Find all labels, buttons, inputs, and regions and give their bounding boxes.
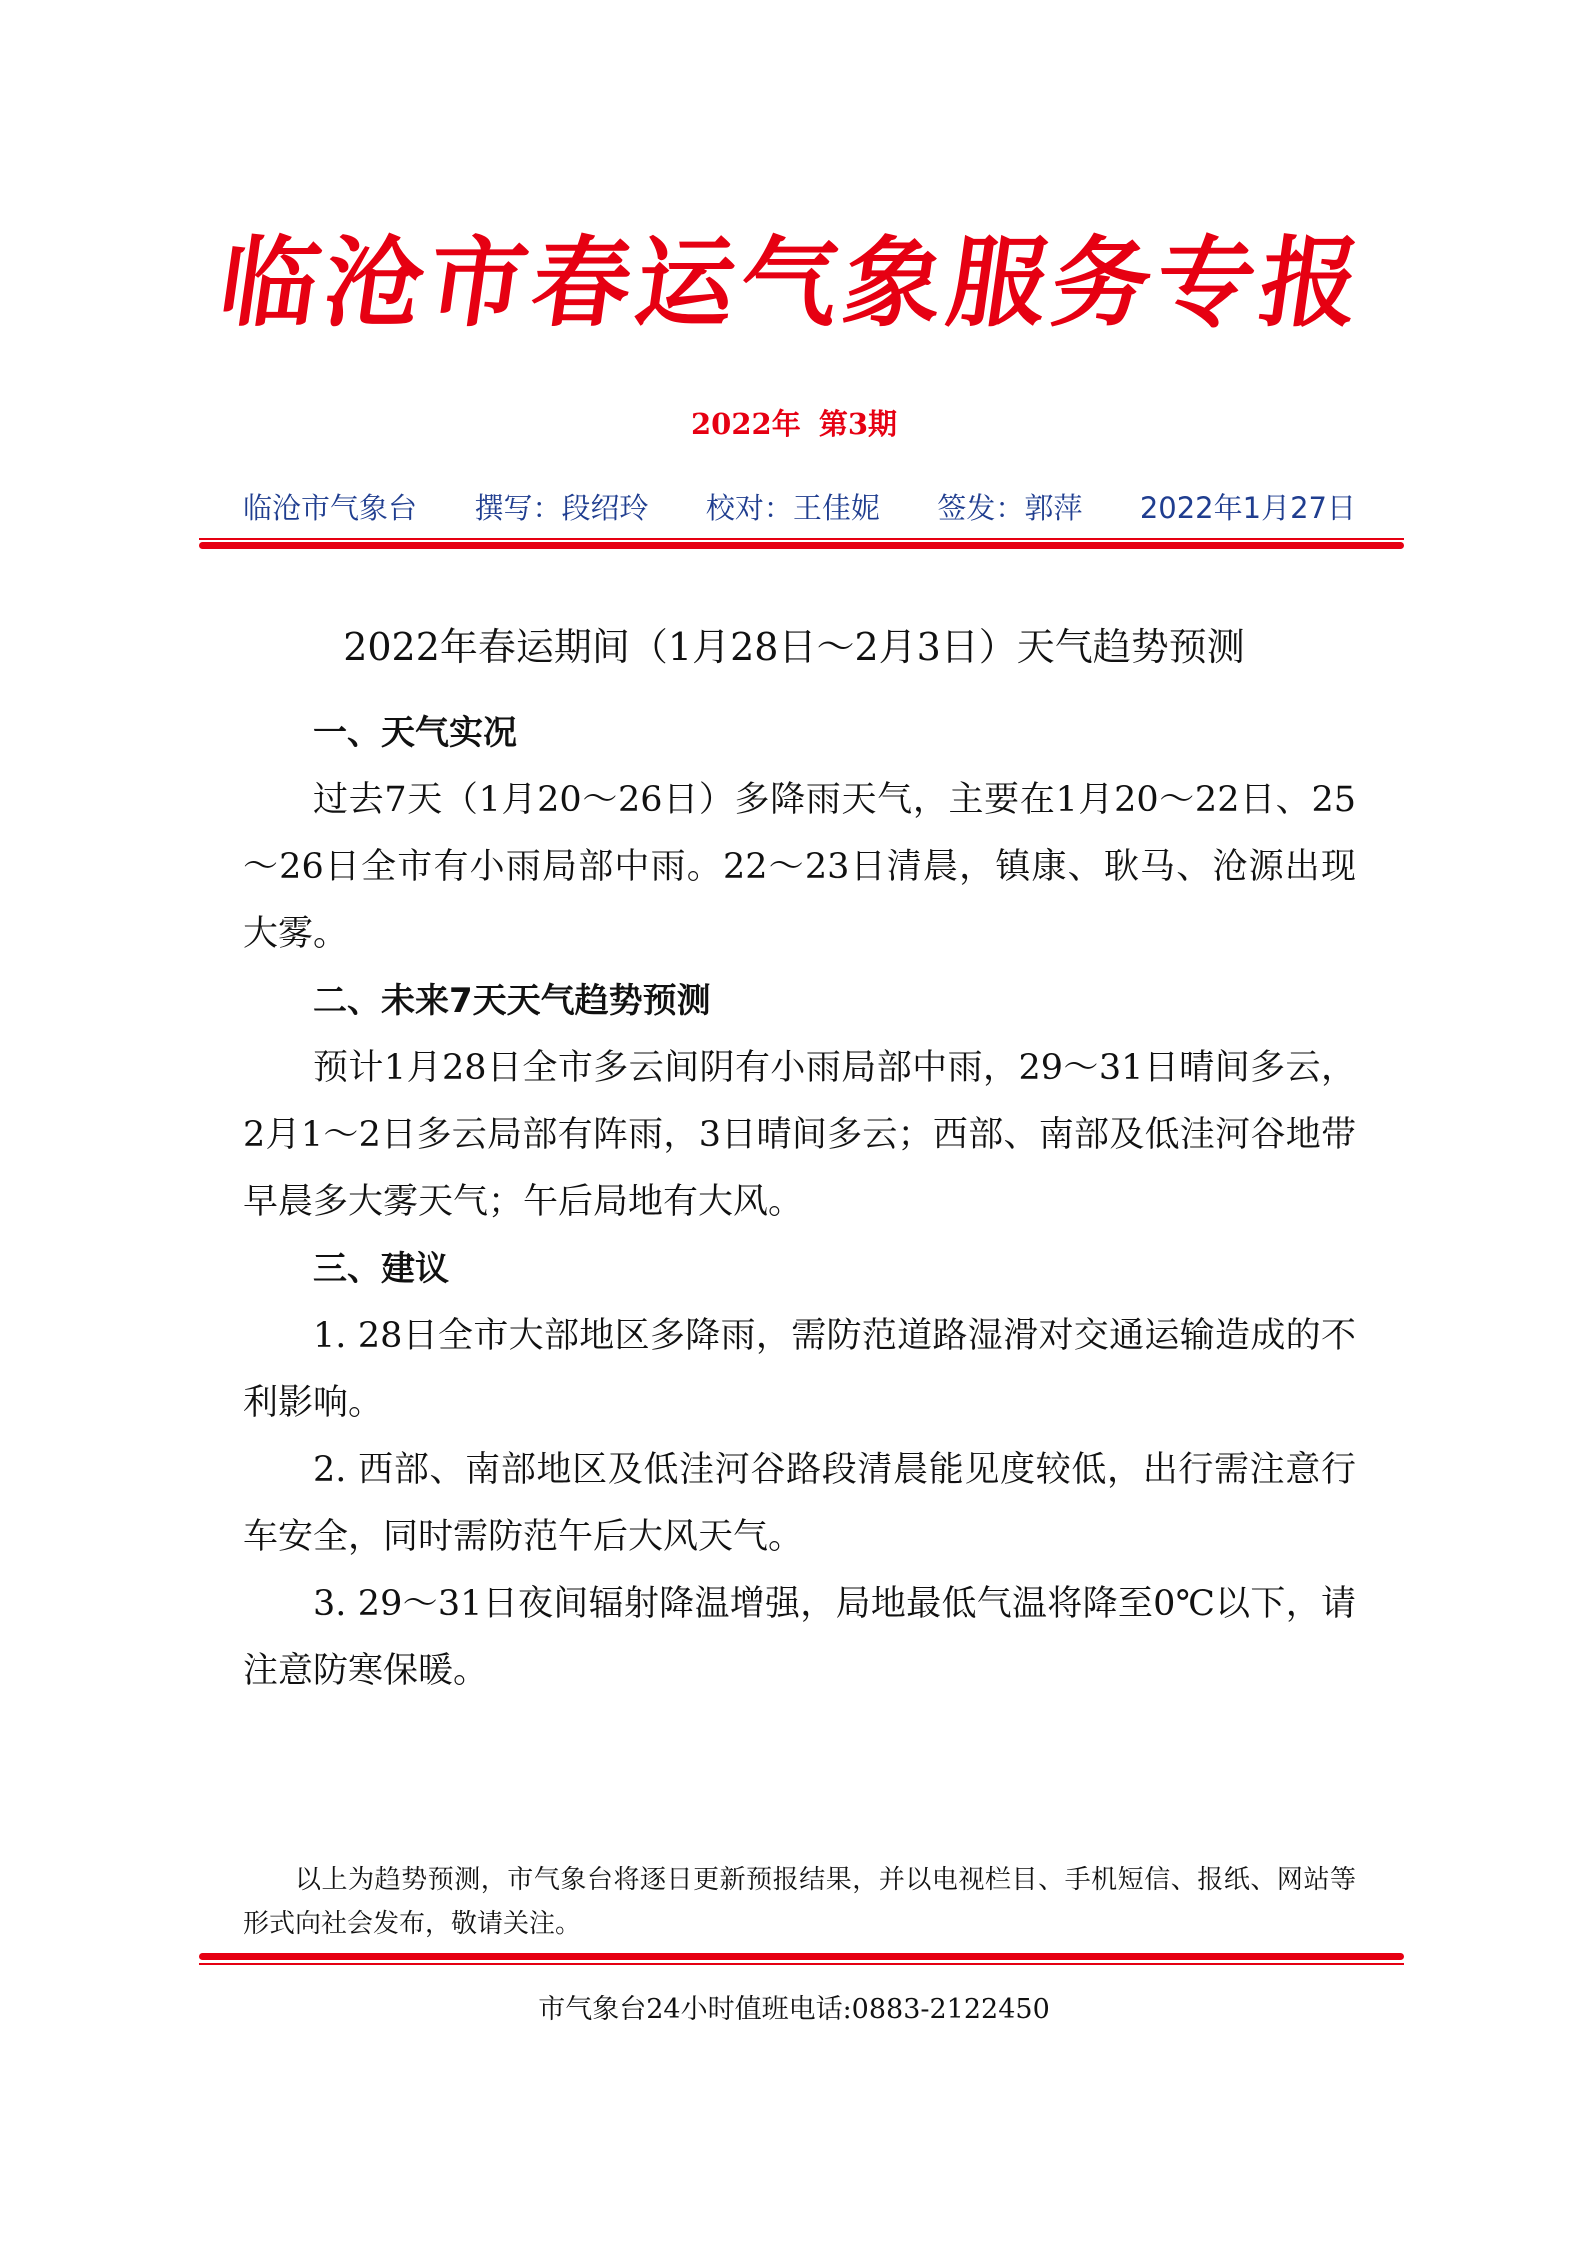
byline-proofreader: 校对：王佳妮 bbox=[705, 491, 880, 525]
header-divider-thick bbox=[199, 542, 1404, 549]
duty-hotline: 市气象台24小时值班电话:0883-2122450 bbox=[538, 1994, 1050, 2025]
section-heading: 二、未来7天天气趋势预测 bbox=[313, 981, 711, 1021]
footer-note: 以上为趋势预测，市气象台将逐日更新预报结果，并以电视栏目、手机短信、报纸、网站等形式向社会发布，敬请关注。 bbox=[243, 1865, 1356, 1939]
byline-date: 2022年1月27日 bbox=[1139, 491, 1356, 525]
section-paragraph: 3. 29～31日夜间辐射降温增强，局地最低气温将降至0℃以下，请注意防寒保暖。 bbox=[243, 1584, 1356, 1691]
byline-issuer: 签发：郭萍 bbox=[937, 491, 1083, 525]
section-heading: 一、天气实况 bbox=[313, 713, 517, 753]
byline-writer: 撰写：段绍玲 bbox=[474, 491, 649, 525]
issue-year: 2022年 bbox=[690, 407, 801, 441]
section-paragraph: 预计1月28日全市多云间阴有小雨局部中雨，29～31日晴间多云，2月1～2日多云局部有阵雨，3日晴间多云；西部、南部及低洼河谷地带早晨多大雾天气；午后局地有大风。 bbox=[243, 1048, 1356, 1222]
byline bbox=[243, 486, 1356, 527]
section-paragraph: 2. 西部、南部地区及低洼河谷路段清晨能见度较低，出行需注意行车安全，同时需防范午后大风天气。 bbox=[243, 1450, 1356, 1557]
issue-number: 第3期 bbox=[818, 407, 897, 441]
section-paragraph: 1. 28日全市大部地区多降雨，需防范道路湿滑对交通运输造成的不利影响。 bbox=[243, 1316, 1356, 1423]
header-divider-thin bbox=[199, 538, 1404, 540]
footer-divider-thick bbox=[199, 1953, 1404, 1960]
masthead-title: 临沧市春运气象服务专报 bbox=[212, 226, 1373, 341]
issue-info bbox=[0, 402, 1588, 443]
section-paragraph: 过去7天（1月20～26日）多降雨天气，主要在1月20～22日、25～26日全市有小雨局部中雨。22～23日清晨，镇康、耿马、沧源出现大雾。 bbox=[243, 780, 1356, 954]
byline-org: 临沧市气象台 bbox=[243, 491, 418, 525]
document-title: 2022年春运期间（1月28日～2月3日）天气趋势预测 bbox=[343, 625, 1245, 669]
section-heading: 三、建议 bbox=[313, 1249, 449, 1289]
footer-divider-thin bbox=[199, 1963, 1404, 1965]
document-body bbox=[243, 700, 1356, 1705]
